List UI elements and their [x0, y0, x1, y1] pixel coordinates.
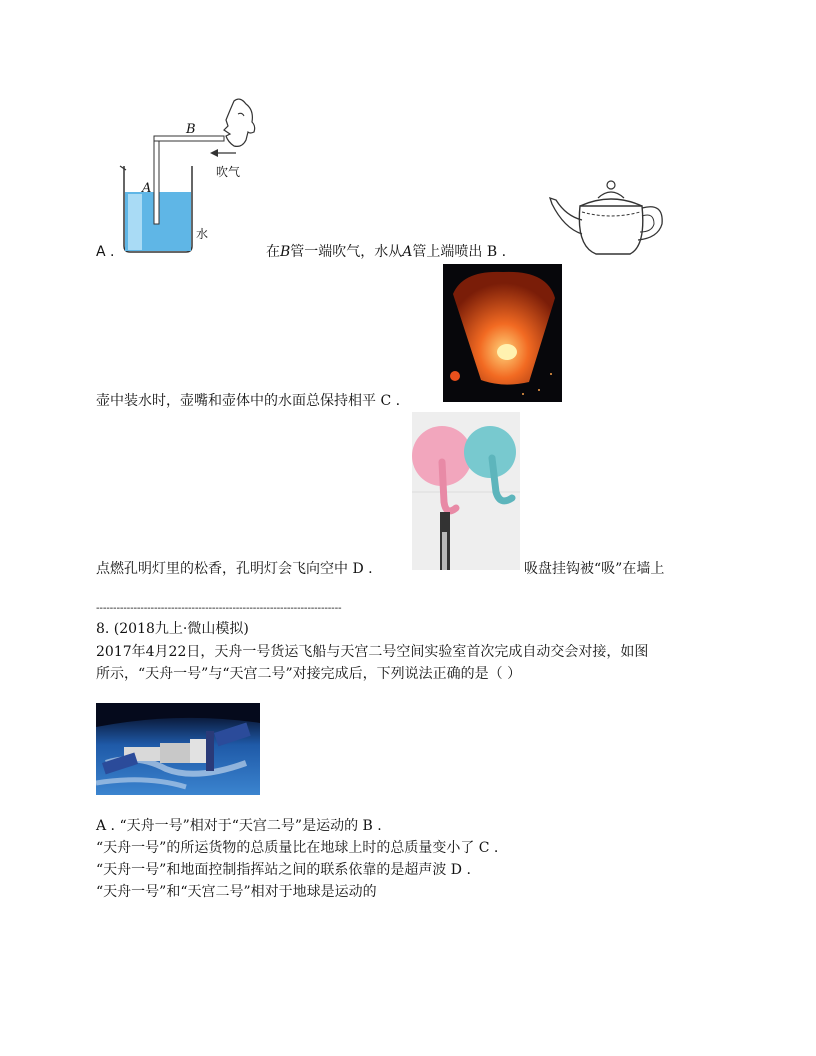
text-part-2: 管一端吹气，水从: [290, 244, 403, 260]
q7-option-d-text: 吸盘挂钩被“吸”在墙上: [524, 561, 665, 577]
q7-option-b-text: 壶中装水时，壶嘴和壶体中的水面总保持相平 C .: [96, 393, 401, 409]
label-tube-a: A: [142, 181, 152, 196]
q8-option-line-2: “天舟一号”的所运货物的总质量比在地球上时的总质量变小了 C .: [96, 840, 499, 856]
q7-option-a-text: [266, 243, 506, 261]
label-blow: 吹气: [216, 165, 241, 179]
var-a: A: [402, 244, 413, 260]
text-part-1: 在: [266, 244, 280, 260]
var-b: B: [280, 244, 291, 260]
suction-hooks-photo: [412, 412, 520, 570]
teapot-figure: [546, 176, 666, 260]
label-tube-b: B: [186, 122, 196, 137]
q8-option-line-4: “天舟一号”和“天宫二号”相对于地球是运动的: [96, 884, 377, 900]
q7-option-c-text: 点燃孔明灯里的松香，孔明灯会飞向空中 D .: [96, 561, 373, 577]
spacecraft-docking-photo: [96, 703, 260, 795]
sky-lantern-photo: [443, 264, 562, 402]
q8-option-line-3: “天舟一号”和地面控制指挥站之间的联系依靠的是超声波 D .: [96, 862, 471, 878]
q8-stem-line1: 2017年4月22日，天舟一号货运飞船与天宫二号空间实验室首次完成自动交会对接，如图: [96, 644, 649, 660]
q8-option-line-1: A . “天舟一号”相对于“天宫二号”是运动的 B .: [96, 818, 382, 834]
teapot-icon: [546, 176, 666, 260]
separator-line: ------------------------------------------------------------------------: [96, 603, 342, 614]
q8-stem-line2: 所示，“天舟一号”与“天宫二号”对接完成后，下列说法正确的是（ ）: [96, 666, 522, 682]
q8-header: 8. (2018九上·微山模拟): [96, 621, 249, 637]
label-water: 水: [196, 227, 209, 241]
text-part-3: 管上端喷出 B .: [412, 244, 507, 260]
option-a-prefix: A .: [96, 244, 115, 260]
